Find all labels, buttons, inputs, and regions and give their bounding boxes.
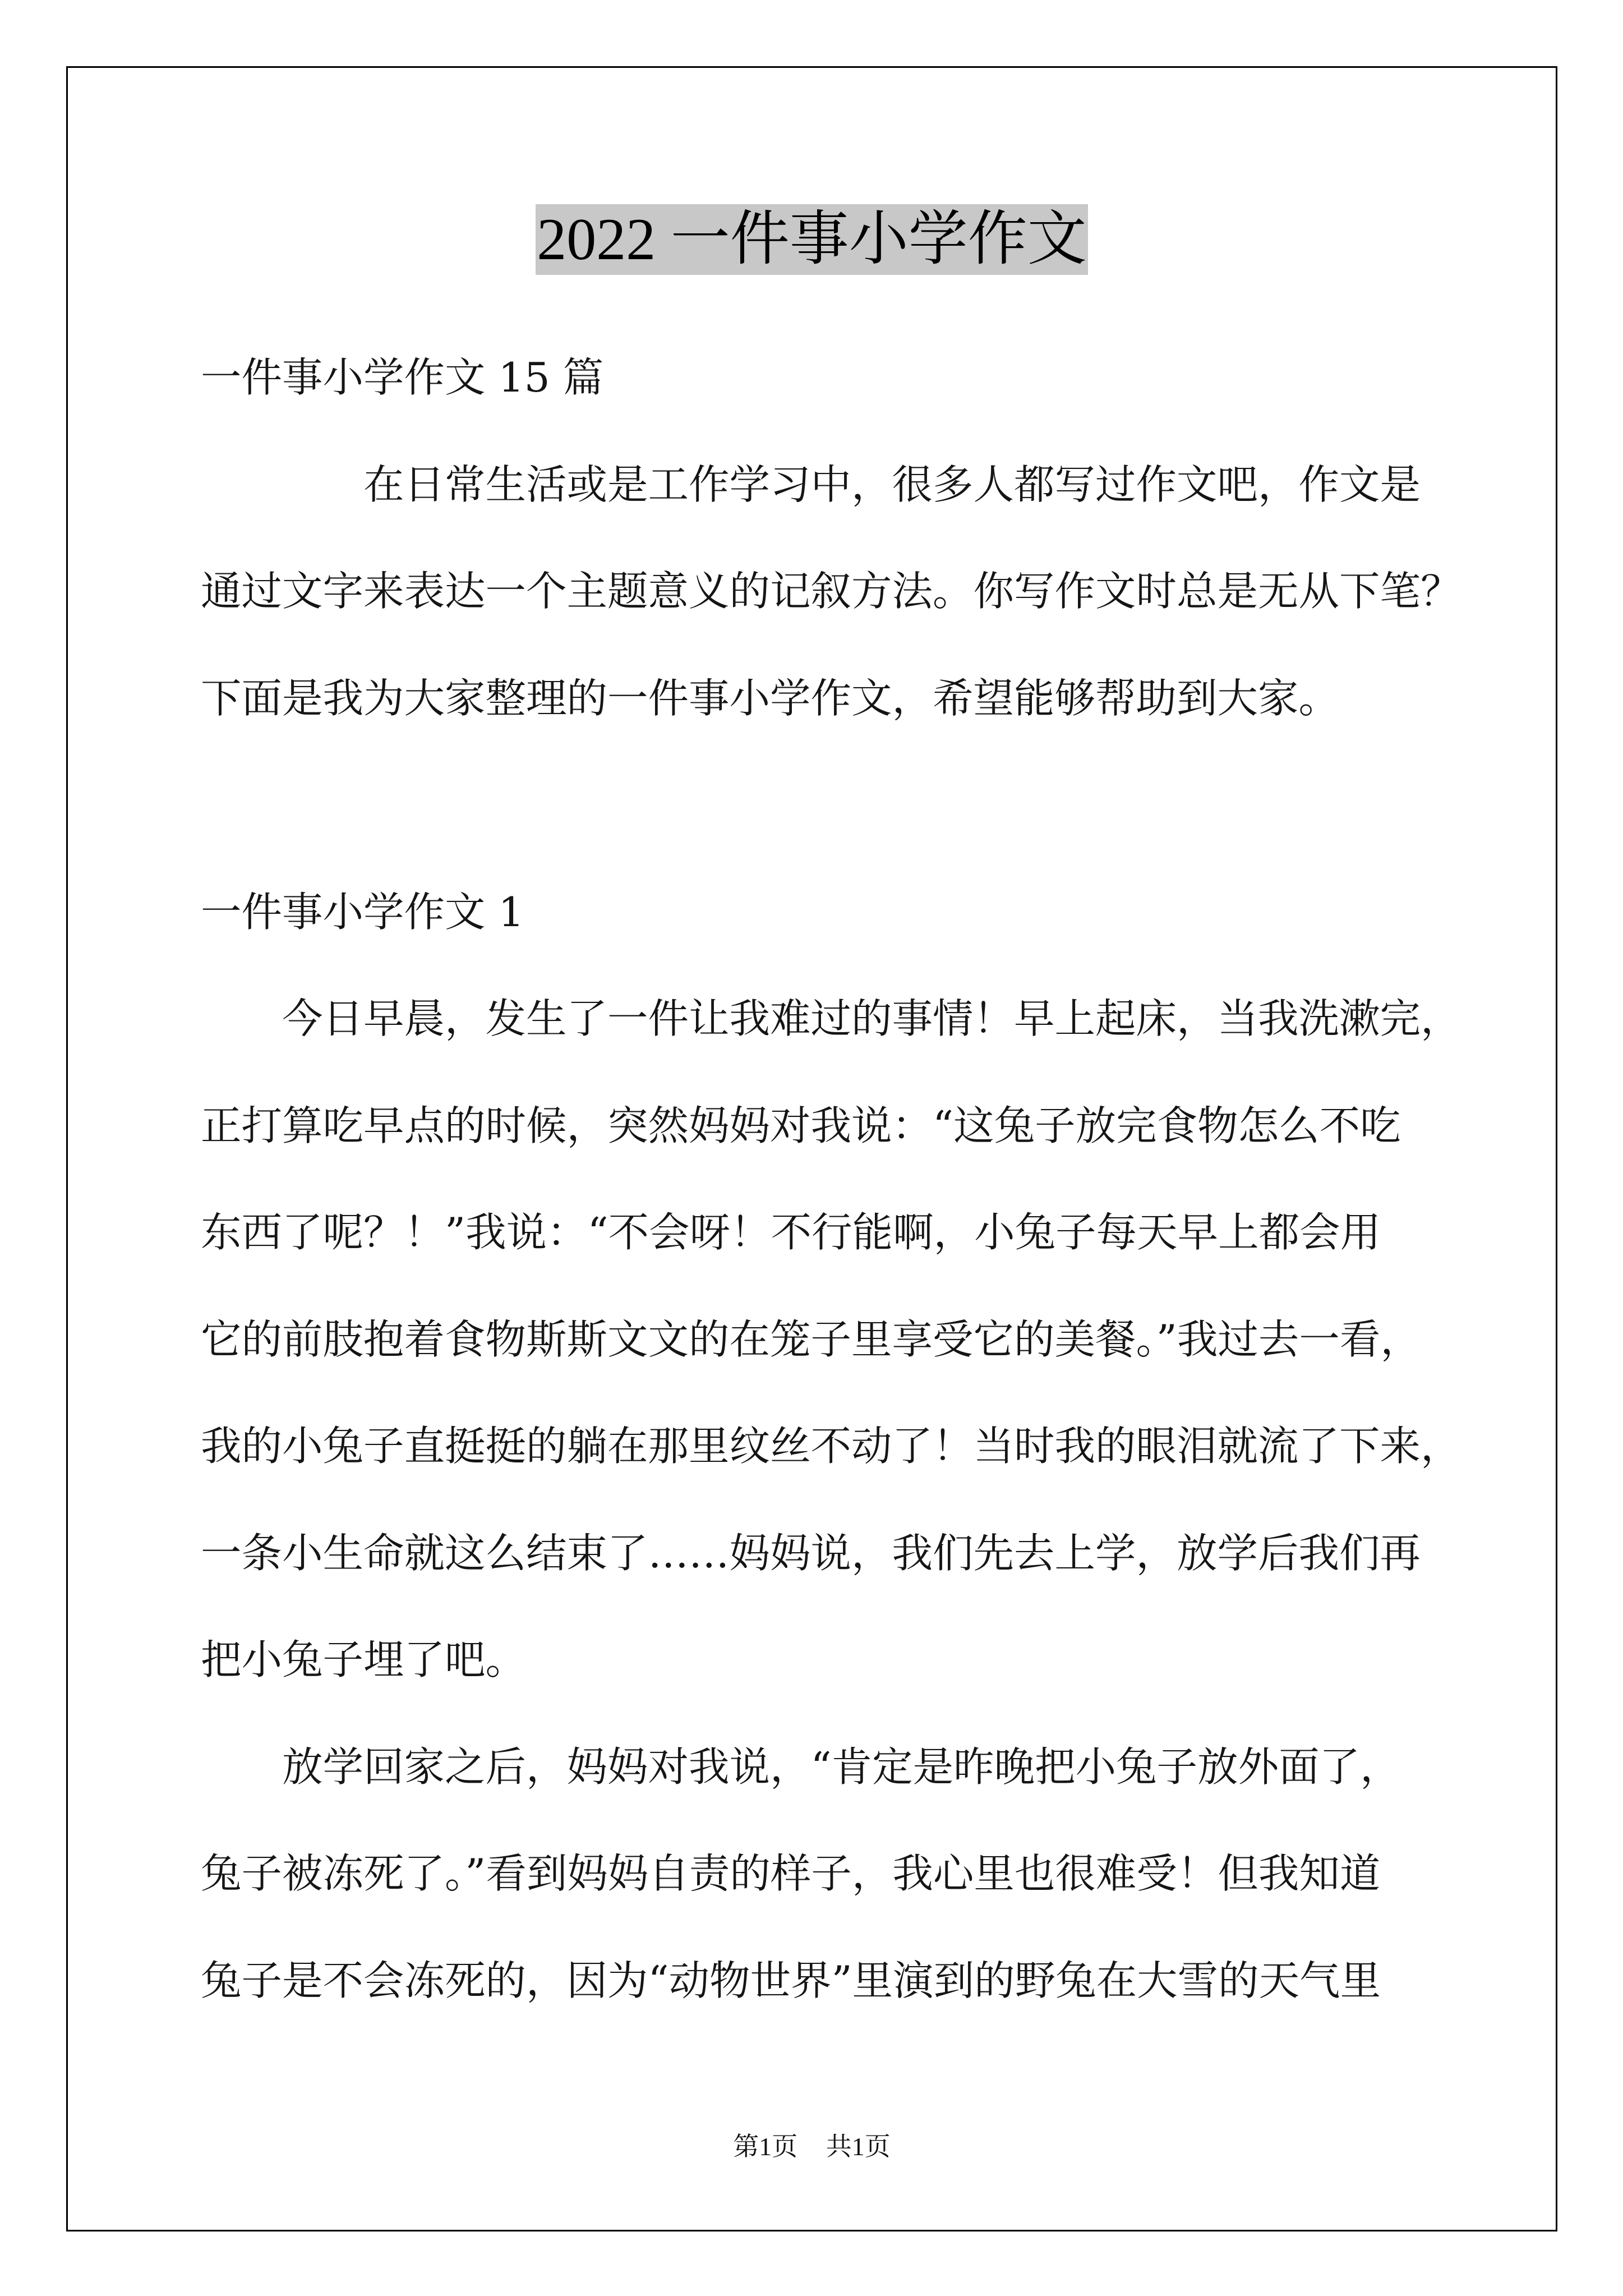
document-body <box>201 325 1541 2041</box>
page-footer <box>66 2130 1557 2164</box>
paragraph-line: 把小兔子埋了吧。 <box>201 1637 526 1684</box>
paragraph-line: 东西了呢？！”我说：“不会呀！不行能啊，小兔子每天早上都会用 <box>201 1209 1381 1257</box>
page-number: 第1页 <box>733 2132 798 2161</box>
paragraph-line: 我的小兔子直挺挺的躺在那里纹丝不动了！当时我的眼泪就流了下来， <box>201 1423 1461 1470</box>
paragraph-line: 一条小生命就这么结束了……妈妈说，我们先去上学，放学后我们再 <box>201 1530 1421 1577</box>
paragraph-line: 今日早晨，发生了一件让我难过的事情！早上起床，当我洗漱完， <box>282 996 1461 1043</box>
document-title: 2022 一件事小学作文 <box>536 204 1088 275</box>
paragraph-line: 兔子是不会冻死的，因为“动物世界”里演到的野兔在大雪的天气里 <box>201 1957 1381 2005</box>
paragraph-line: 兔子被冻死了。”看到妈妈自责的样子，我心里也很难受！但我知道 <box>201 1851 1381 1898</box>
paragraph-line: 放学回家之后，妈妈对我说，“肯定是昨晚把小兔子放外面了， <box>282 1743 1401 1791</box>
paragraph-line: 正打算吃早点的时候，突然妈妈对我说：“这兔子放完食物怎么不吃 <box>201 1102 1401 1150</box>
intro-line: 通过文字来表达一个主题意义的记叙方法。你写作文时总是无从下笔？ <box>201 568 1461 615</box>
title-area <box>66 204 1557 276</box>
intro-line: 下面是我为大家整理的一件事小学作文，希望能够帮助到大家。 <box>201 675 1339 723</box>
paragraph-line: 它的前肢抱着食物斯斯文文的在笼子里享受它的美餐。”我过去一看， <box>201 1316 1421 1364</box>
intro-line: 在日常生活或是工作学习中，很多人都写过作文吧，作文是 <box>363 461 1421 509</box>
section-heading: 一件事小学作文 1 <box>201 889 524 936</box>
page-total: 共1页 <box>826 2132 891 2161</box>
blank-line <box>201 752 1541 859</box>
subtitle-line: 一件事小学作文 15 篇 <box>201 355 604 402</box>
